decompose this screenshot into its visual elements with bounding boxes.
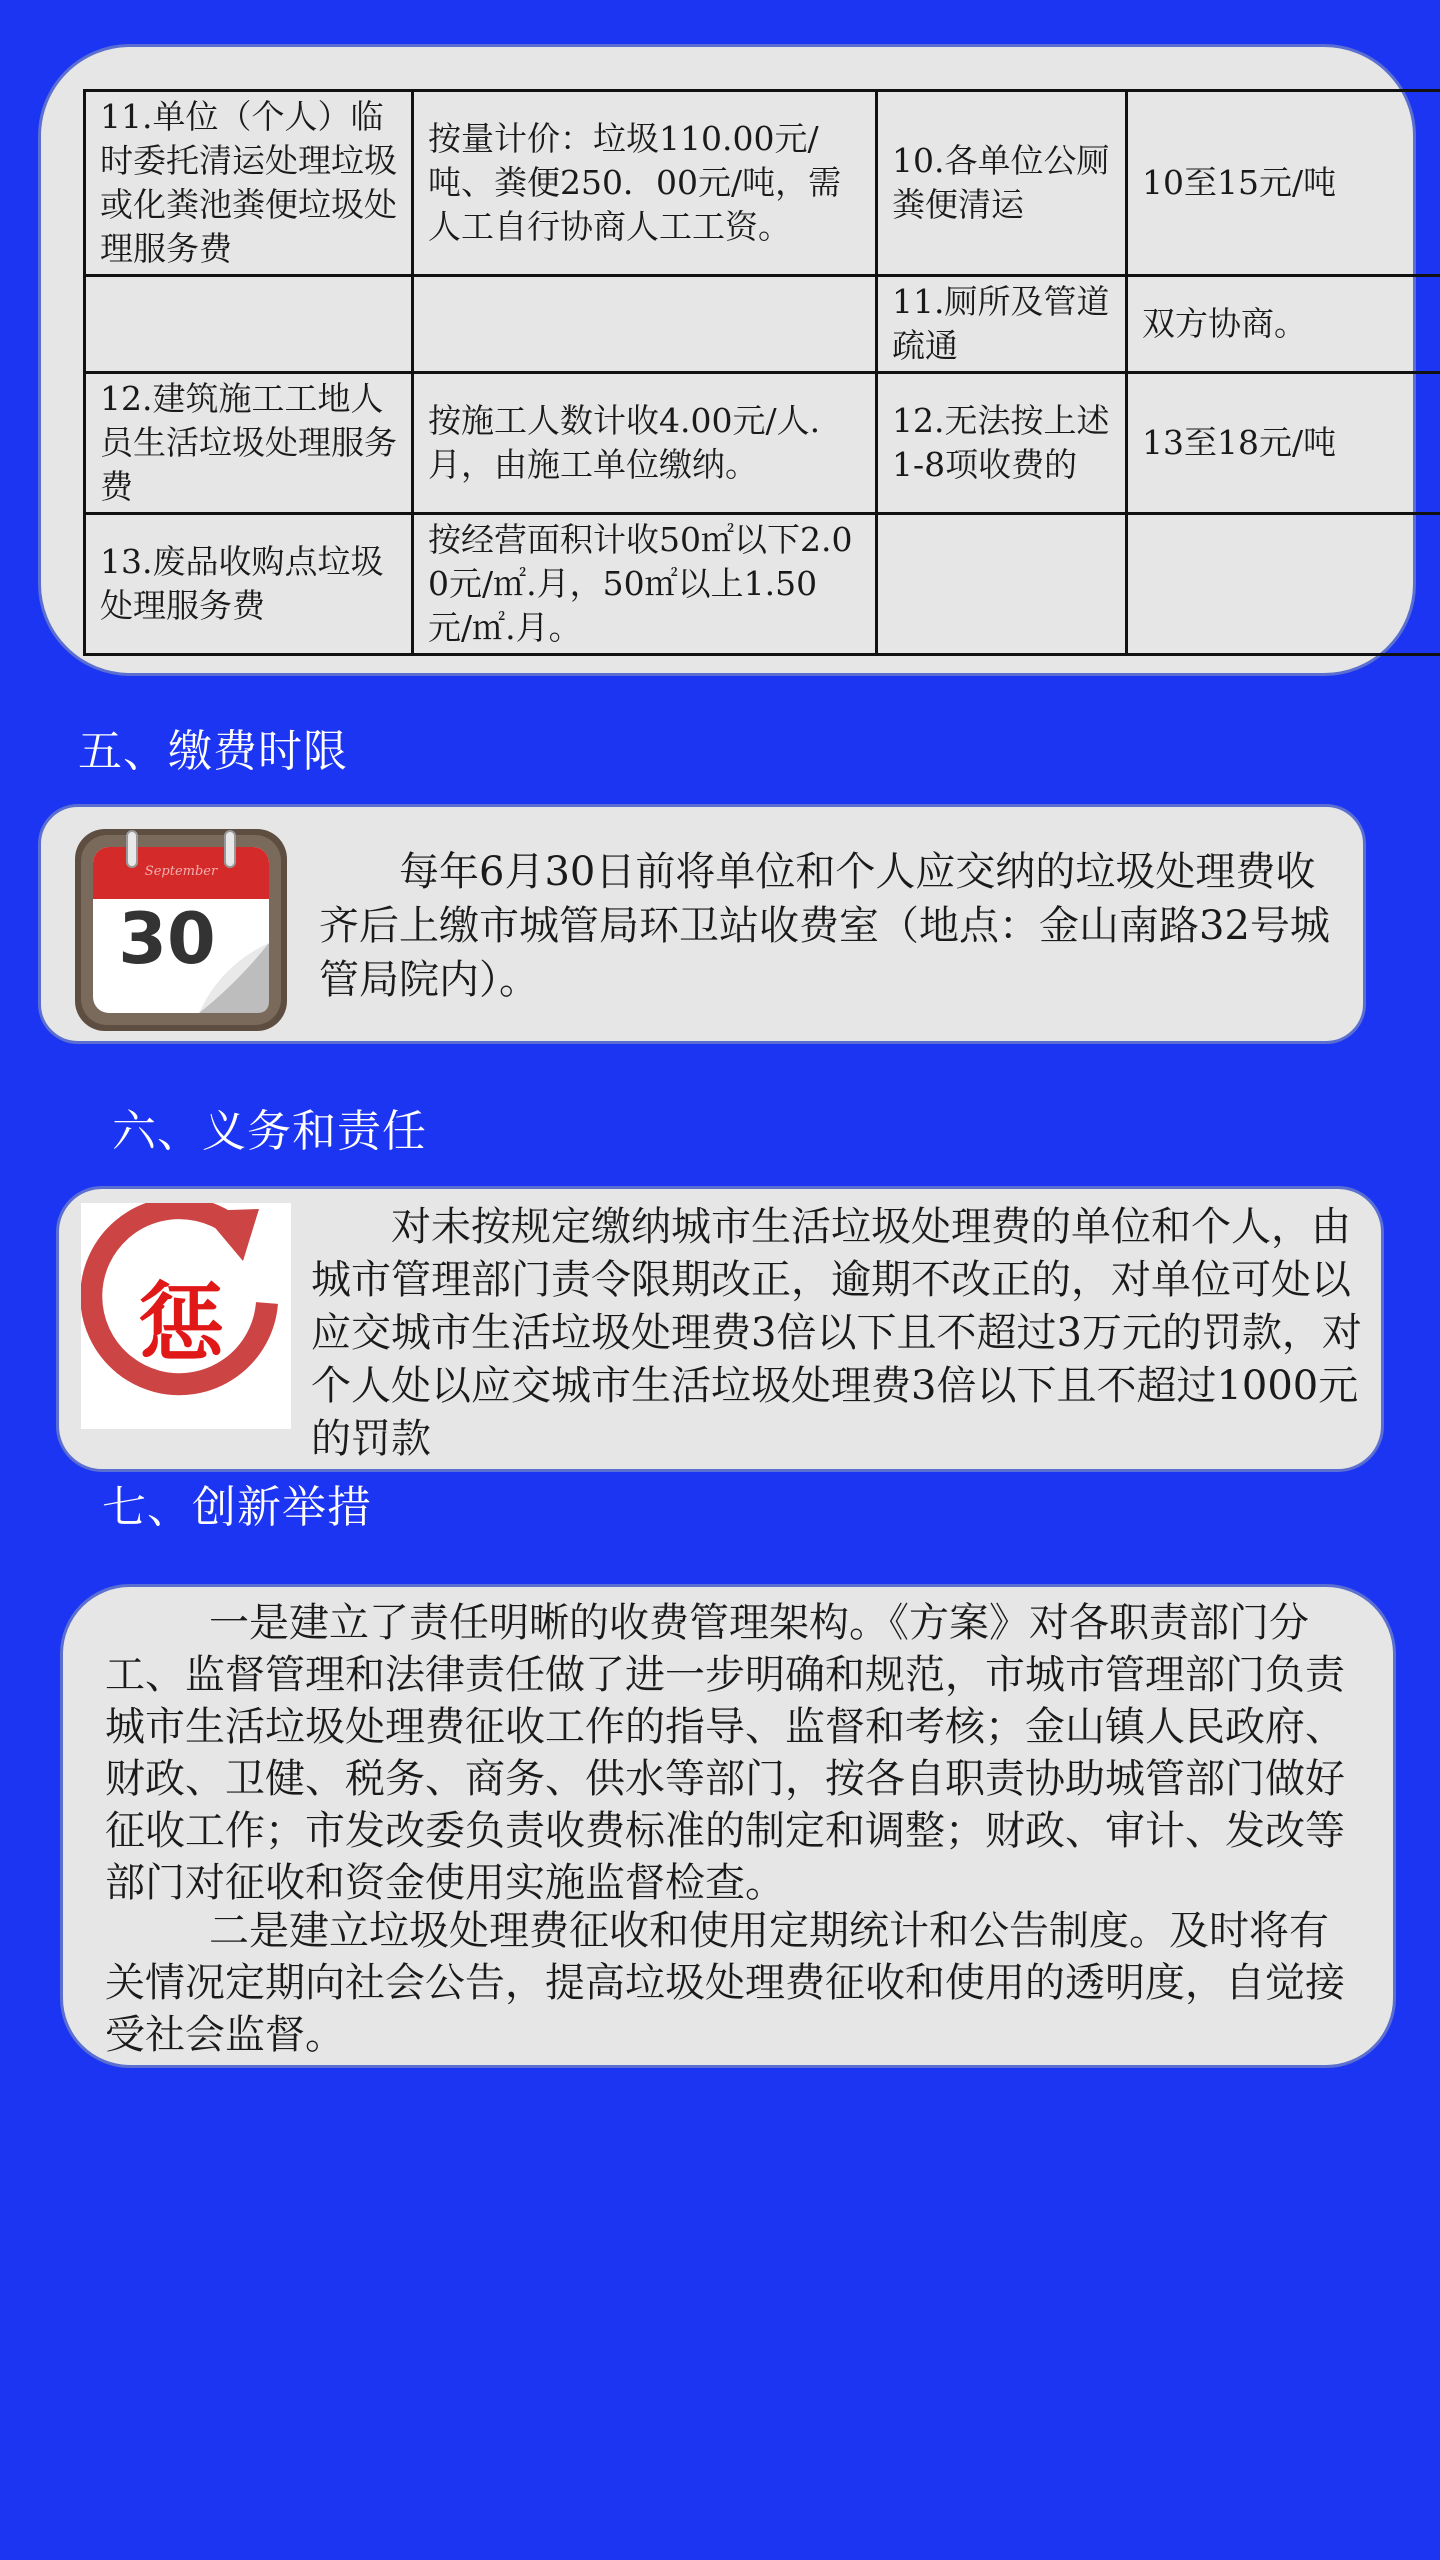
obligations-text: 对未按规定缴纳城市生活垃圾处理费的单位和个人，由城市管理部门责令限期改正，逾期不改正的，对单位可处以应交城市生活垃圾处理费3倍以下且不超过3万元的罚款，对个人处以应交城市生活垃圾处理费3倍以下且不超过1000元的罚款 xyxy=(311,1204,1362,1462)
fee-table xyxy=(83,89,1440,656)
table-cell xyxy=(413,276,877,373)
calendar-icon xyxy=(71,825,291,1035)
table-cell xyxy=(877,514,1127,655)
obligations-panel xyxy=(56,1186,1384,1472)
table-cell: 11.厕所及管道疏通 xyxy=(877,276,1127,373)
table-cell: 12.建筑施工工地人员生活垃圾处理服务费 xyxy=(85,373,413,514)
payment-deadline-panel xyxy=(38,804,1366,1044)
table-cell xyxy=(85,276,413,373)
table-cell: 13至18元/吨 xyxy=(1127,373,1440,514)
innovation-paragraph: 二是建立垃圾处理费征收和使用定期统计和公告制度。及时将有关情况定期向社会公告，提高垃圾处理费征收和使用的透明度，自觉接受社会监督。 xyxy=(105,1908,1345,2058)
table-cell: 13.废品收购点垃圾处理服务费 xyxy=(85,514,413,655)
table-cell: 12.无法按上述1-8项收费的 xyxy=(877,373,1127,514)
penalty-char: 惩 xyxy=(138,1274,224,1374)
penalty-icon xyxy=(81,1203,291,1429)
table-cell: 按经营面积计收50㎡以下2.00元/㎡.月，50㎡以上1.50元/㎡.月。 xyxy=(413,514,877,655)
section-heading-payment-deadline: 五、缴费时限 xyxy=(78,726,348,777)
fee-table-panel xyxy=(38,44,1416,676)
table-cell: 10.各单位公厕粪便清运 xyxy=(877,91,1127,276)
table-cell: 按施工人数计收4.00元/人.月，由施工单位缴纳。 xyxy=(413,373,877,514)
innovation-panel xyxy=(60,1584,1396,2068)
table-row xyxy=(85,91,1440,276)
table-cell xyxy=(1127,514,1440,655)
table-cell: 11.单位（个人）临时委托清运处理垃圾或化粪池粪便垃圾处理服务费 xyxy=(85,91,413,276)
section-heading-obligations: 六、义务和责任 xyxy=(112,1106,427,1157)
table-row xyxy=(85,373,1440,514)
table-row xyxy=(85,514,1440,655)
calendar-month: September xyxy=(144,864,218,879)
innovation-paragraph: 一是建立了责任明晰的收费管理架构。《方案》对各职责部门分工、监督管理和法律责任做了进一步明确和规范，市城市管理部门负责城市生活垃圾处理费征收工作的指导、监督和考核；金山镇人民政府、财政、卫健、税务、商务、供水等部门，按各自职责协助城管部门做好征收工作；市发改委负责收费标准的制定和调整；财政、审计、发改等部门对征收和资金使用实施监督检查。 xyxy=(105,1600,1345,1906)
table-cell: 双方协商。 xyxy=(1127,276,1440,373)
payment-deadline-text: 每年6月30日前将单位和个人应交纳的垃圾处理费收齐后上缴市城管局环卫站收费室（地点：金山南路32号城管局院内）。 xyxy=(319,849,1330,1003)
table-row xyxy=(85,276,1440,373)
section-heading-innovation: 七、创新举措 xyxy=(102,1482,372,1533)
calendar-day: 30 xyxy=(118,898,216,980)
table-cell: 10至15元/吨 xyxy=(1127,91,1440,276)
table-cell: 按量计价：垃圾110.00元/吨、粪便250．00元/吨，需人工自行协商人工工资。 xyxy=(413,91,877,276)
